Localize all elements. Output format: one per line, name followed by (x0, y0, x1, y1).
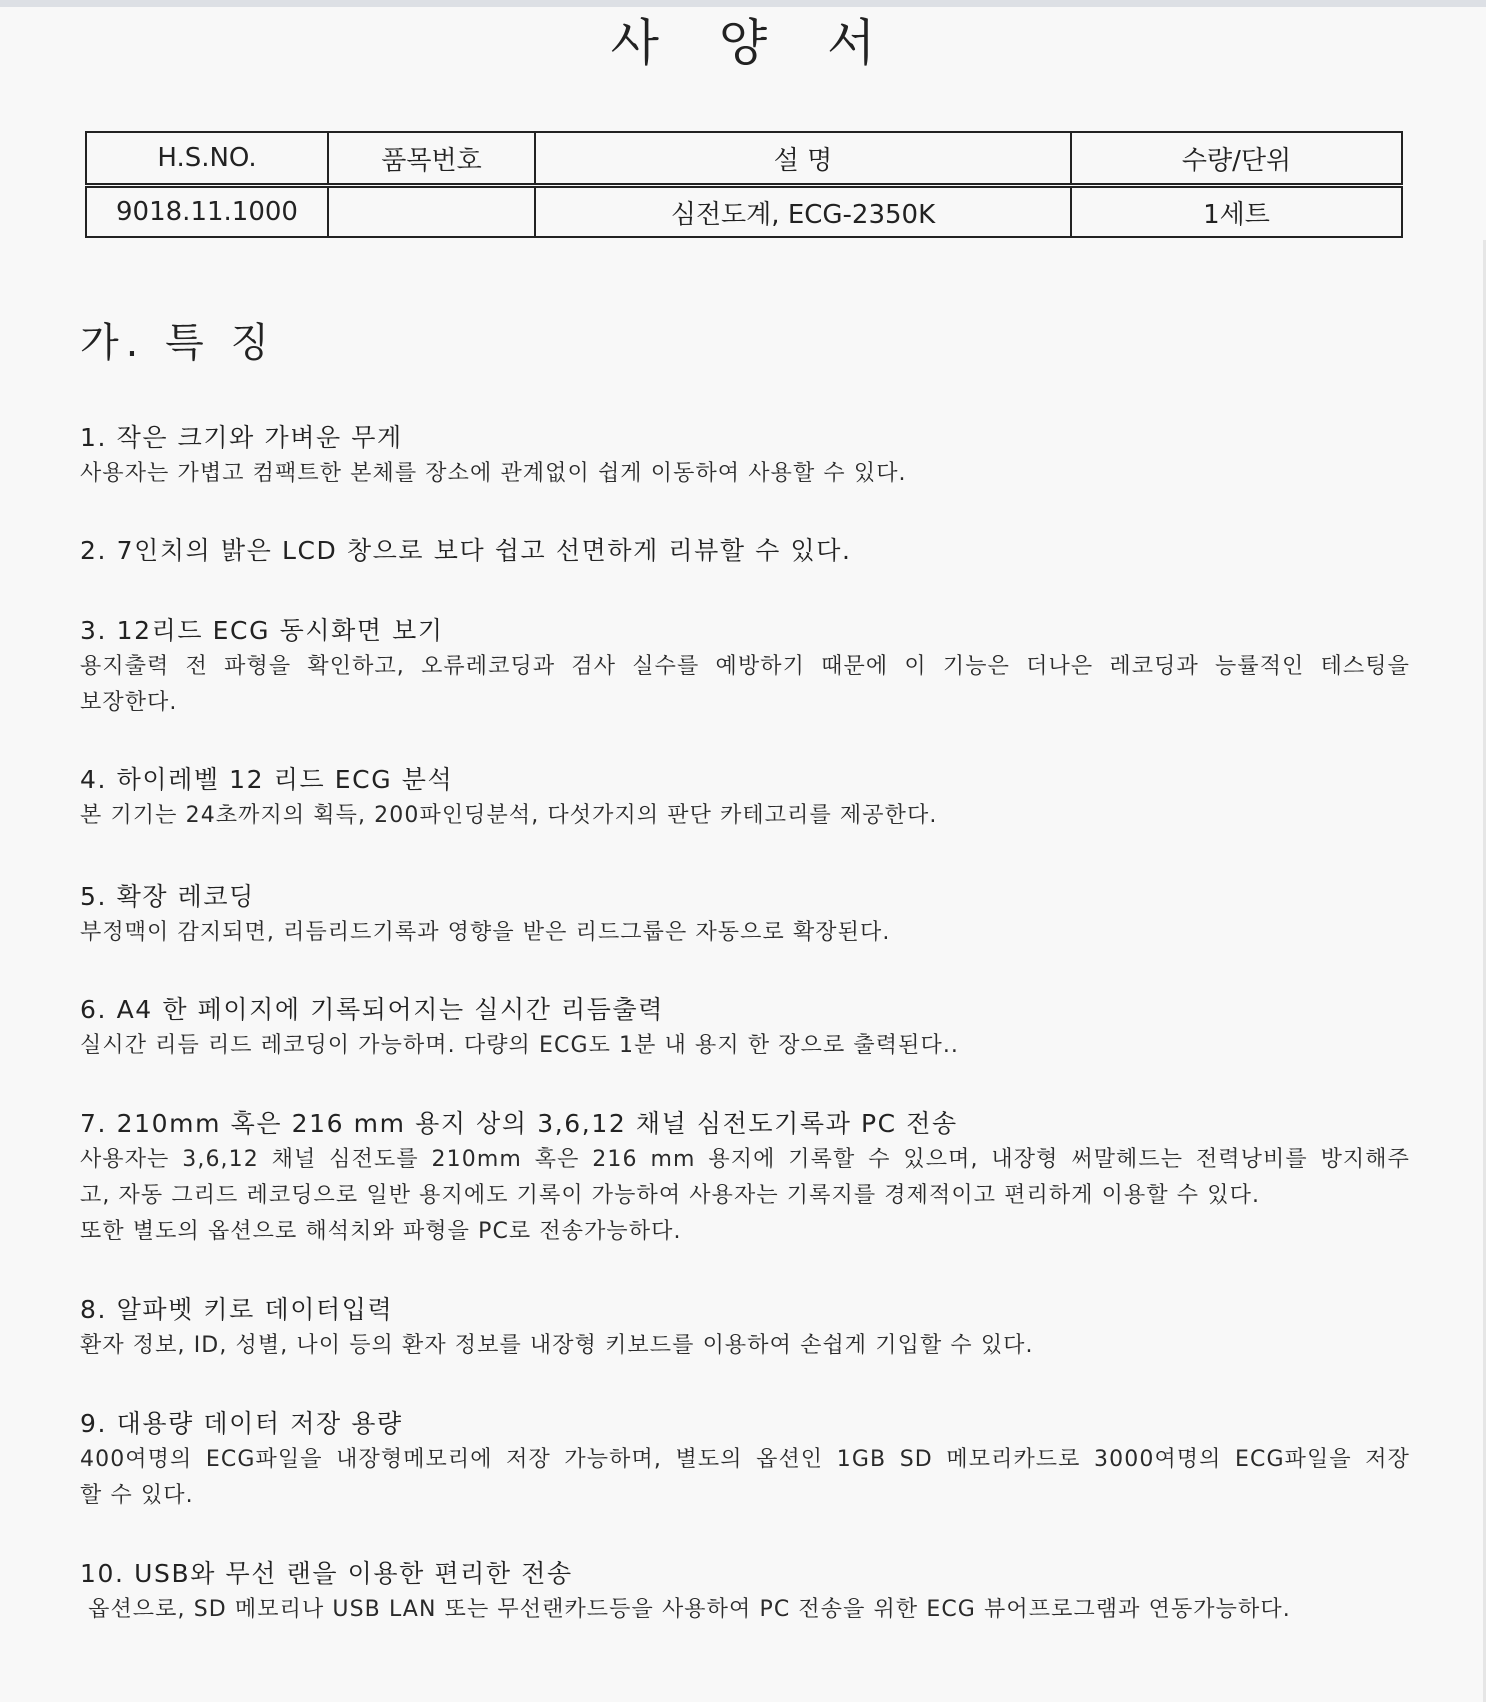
feature-body (80, 1328, 1410, 1364)
feature-title: 4. 하이레벨 12 리드 ECG 분석 (80, 765, 454, 794)
cell-quantity-unit: 1세트 (1071, 186, 1402, 238)
feature-title: 7. 210mm 혹은 216 mm 용지 상의 3,6,12 채널 심전도기록과 PC 전송 (80, 1109, 958, 1138)
cell-hs-no: 9018.11.1000 (116, 197, 298, 227)
feature-body-line: 옵션으로, SD 메모리나 USB LAN 또는 무선랜카드등을 사용하여 PC 전송을 위한 ECG 뷰어프로그램과 연동가능하다. (80, 1597, 1291, 1622)
list-item (80, 613, 1410, 721)
feature-body (80, 1028, 1410, 1064)
feature-title: 2. 7인치의 밝은 LCD 창으로 보다 쉽고 선면하게 리뷰할 수 있다. (80, 536, 852, 565)
feature-body-line: 할 수 있다. (80, 1483, 194, 1508)
header-hs-no: H.S.NO. (86, 132, 328, 186)
header-quantity-unit: 수량/단위 (1071, 132, 1402, 186)
table-row (86, 186, 1402, 238)
list-item (80, 762, 1410, 834)
feature-body (80, 649, 1410, 721)
feature-body (80, 915, 1410, 951)
feature-body-line: 부정맥이 감지되면, 리듬리드기록과 영향을 받은 리드그룹은 자동으로 확장된다. (80, 920, 891, 945)
feature-body (80, 798, 1410, 834)
document-title: 사 양 서 (610, 14, 898, 72)
feature-title: 6. A4 한 페이지에 기록되어지는 실시간 리듬출력 (80, 995, 665, 1024)
feature-title: 3. 12리드 ECG 동시화면 보기 (80, 616, 444, 645)
feature-body-line: 환자 정보, ID, 성별, 나이 등의 환자 정보를 내장형 키보드를 이용하여 손쉽게 기입할 수 있다. (80, 1333, 1034, 1358)
feature-body-line: 본 기기는 24초까지의 획득, 200파인딩분석, 다섯가지의 판단 카테고리를 제공한다. (80, 803, 938, 828)
feature-body (80, 1592, 1410, 1628)
cell-description: 심전도계, ECG-2350K (535, 186, 1071, 238)
feature-title: 10. USB와 무선 랜을 이용한 편리한 전송 (80, 1559, 573, 1588)
list-item (80, 879, 1410, 951)
spec-table (85, 131, 1403, 238)
feature-body (80, 1142, 1410, 1250)
list-item (80, 1106, 1410, 1250)
feature-body-line: 보장한다. (80, 690, 178, 715)
header-item-number: 품목번호 (328, 132, 535, 186)
feature-body (80, 456, 1410, 492)
feature-title: 5. 확장 레코딩 (80, 882, 255, 911)
spec-table-header-row (86, 132, 1402, 186)
list-item (80, 533, 1410, 569)
feature-body-line: 용지출력 전 파형을 확인하고, 오류레코딩과 검사 실수를 예방하기 때문에 이 기능은 더나은 레코딩과 능률적인 테스팅을 (80, 654, 1410, 679)
list-item (80, 1292, 1410, 1364)
feature-title: 8. 알파벳 키로 데이터입력 (80, 1295, 394, 1324)
feature-body-line: 고, 자동 그리드 레코딩으로 일반 용지에도 기록이 가능하여 사용자는 기록지를 경제적이고 편리하게 이용할 수 있다. (80, 1183, 1261, 1208)
feature-title: 1. 작은 크기와 가벼운 무게 (80, 423, 403, 452)
list-item (80, 992, 1410, 1064)
feature-body-line: 사용자는 3,6,12 채널 심전도를 210mm 혹은 216 mm 용지에 기록할 수 있으며, 내장형 써말헤드는 전력낭비를 방지해주 (80, 1147, 1410, 1172)
list-item (80, 1406, 1410, 1514)
feature-body-line: 또한 별도의 옵션으로 해석치와 파형을 PC로 전송가능하다. (80, 1219, 682, 1244)
feature-body (80, 1442, 1410, 1514)
header-description: 설 명 (535, 132, 1071, 186)
cell-item-number (328, 186, 535, 238)
feature-body-line: 실시간 리듬 리드 레코딩이 가능하며. 다량의 ECG도 1분 내 용지 한 장으로 출력된다.. (80, 1033, 960, 1058)
feature-body-line: 400여명의 ECG파일을 내장형메모리에 저장 가능하며, 별도의 옵션인 1GB SD 메모리카드로 3000여명의 ECG파일을 저장 (80, 1447, 1410, 1472)
list-item (80, 420, 1410, 492)
feature-title: 9. 대용량 데이터 저장 용량 (80, 1409, 403, 1438)
feature-body-line: 사용자는 가볍고 컴팩트한 본체를 장소에 관계없이 쉽게 이동하여 사용할 수 있다. (80, 461, 907, 486)
section-heading-features: 가. 특 징 (80, 320, 277, 366)
list-item (80, 1556, 1410, 1628)
scan-top-edge (0, 0, 1486, 7)
